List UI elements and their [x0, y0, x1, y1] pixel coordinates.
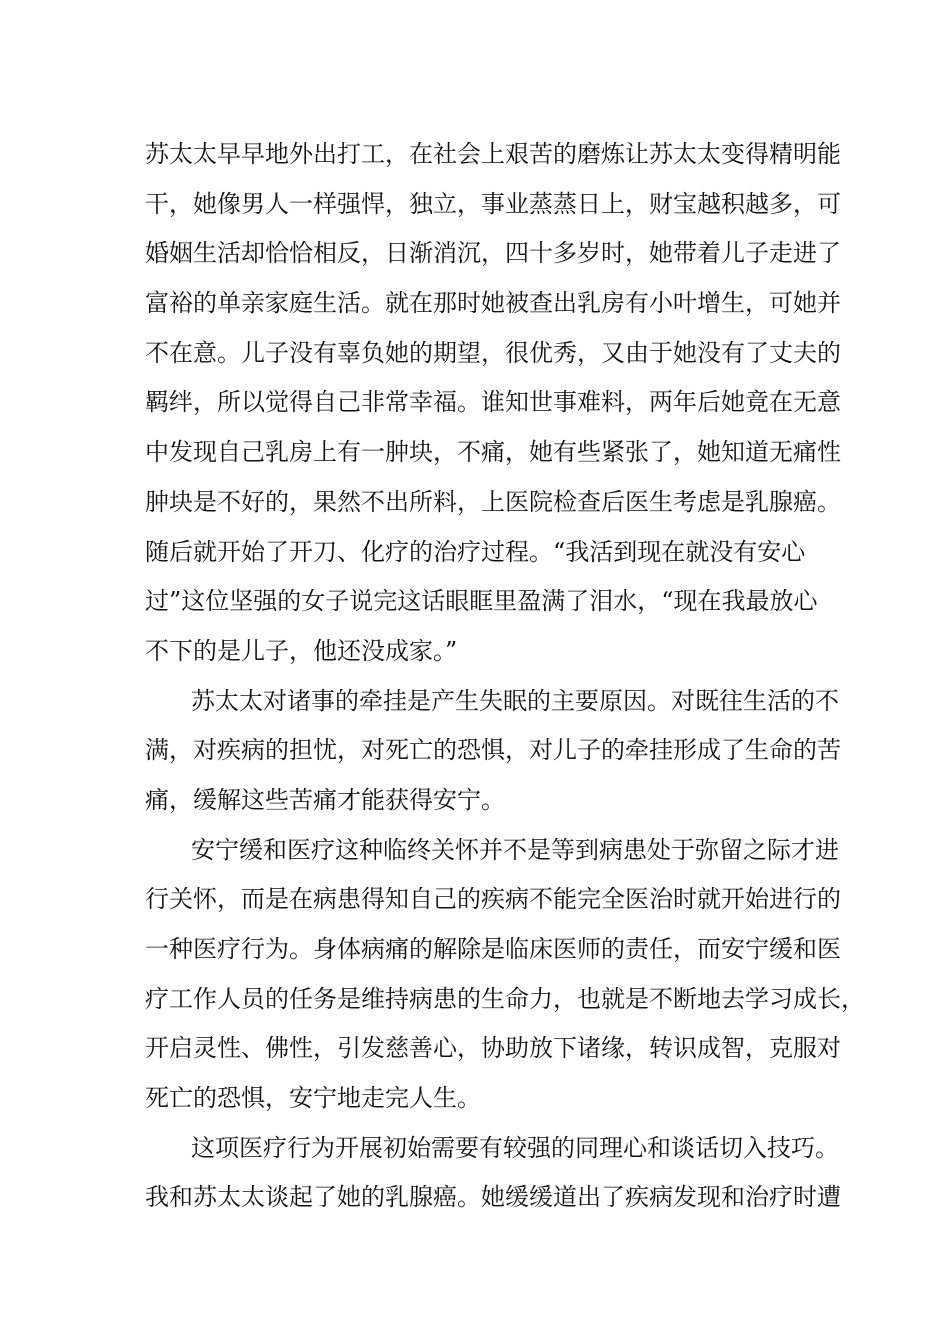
text-line: 这项医疗行为开展初始需要有较强的同理心和谈话切入技巧。: [191, 1133, 839, 1162]
text-line: 富裕的单亲家庭生活。就在那时她被查出乳房有小叶增生，可她并: [145, 289, 841, 318]
text-line: 过”这位坚强的女子说完这话眼眶里盈满了泪水，“现在我最放心: [145, 587, 818, 616]
text-line: 不在意。儿子没有辜负她的期望，很优秀，又由于她没有了丈夫的: [145, 338, 841, 367]
text-line: 婚姻生活却恰恰相反，日渐消沉，四十多岁时，她带着儿子走进了: [145, 239, 841, 268]
text-line: 苏太太对诸事的牵挂是产生失眠的主要原因。对既往生活的不: [191, 686, 839, 715]
text-line: 羁绊，所以觉得自己非常幸福。谁知世事难料，两年后她竟在无意: [145, 388, 841, 417]
text-line: 干，她像男人一样强悍，独立，事业蒸蒸日上，财宝越积越多，可: [145, 189, 841, 218]
text-line: 我和苏太太谈起了她的乳腺癌。她缓缓道出了疾病发现和治疗时遭: [145, 1183, 841, 1212]
text-line: 随后就开始了开刀、化疗的治疗过程。“我活到现在就没有安心: [145, 537, 806, 566]
text-line: 满，对疾病的担忧，对死亡的恐惧，对儿子的牵挂形成了生命的苦: [145, 736, 841, 765]
text-line: 中发现自己乳房上有一肿块，不痛，她有些紧张了，她知道无痛性: [145, 438, 841, 467]
text-line: 一种医疗行为。身体病痛的解除是临床医师的责任，而安宁缓和医: [145, 935, 841, 963]
text-line: 死亡的恐惧，安宁地走完人生。: [145, 1084, 481, 1113]
text-line: 安宁缓和医疗这种临终关怀并不是等到病患处于弥留之际才进: [191, 835, 839, 864]
text-line: 疗工作人员的任务是维持病患的生命力，也就是不断地去学习成长，: [145, 984, 865, 1013]
text-line: 苏太太早早地外出打工，在社会上艰苦的磨炼让苏太太变得精明能: [145, 140, 841, 168]
text-line: 肿块是不好的，果然不出所料，上医院检查后医生考虑是乳腺癌。: [145, 487, 841, 516]
document-body: [145, 130, 865, 1223]
text-line: 行关怀，而是在病患得知自己的疾病不能完全医治时就开始进行的: [145, 885, 841, 914]
text-line: 不下的是儿子，他还没成家。”: [145, 636, 458, 665]
text-line: 开启灵性、佛性，引发慈善心，协助放下诸缘，转识成智，克服对: [145, 1034, 841, 1063]
text-line: 痛，缓解这些苦痛才能获得安宁。: [145, 785, 505, 814]
